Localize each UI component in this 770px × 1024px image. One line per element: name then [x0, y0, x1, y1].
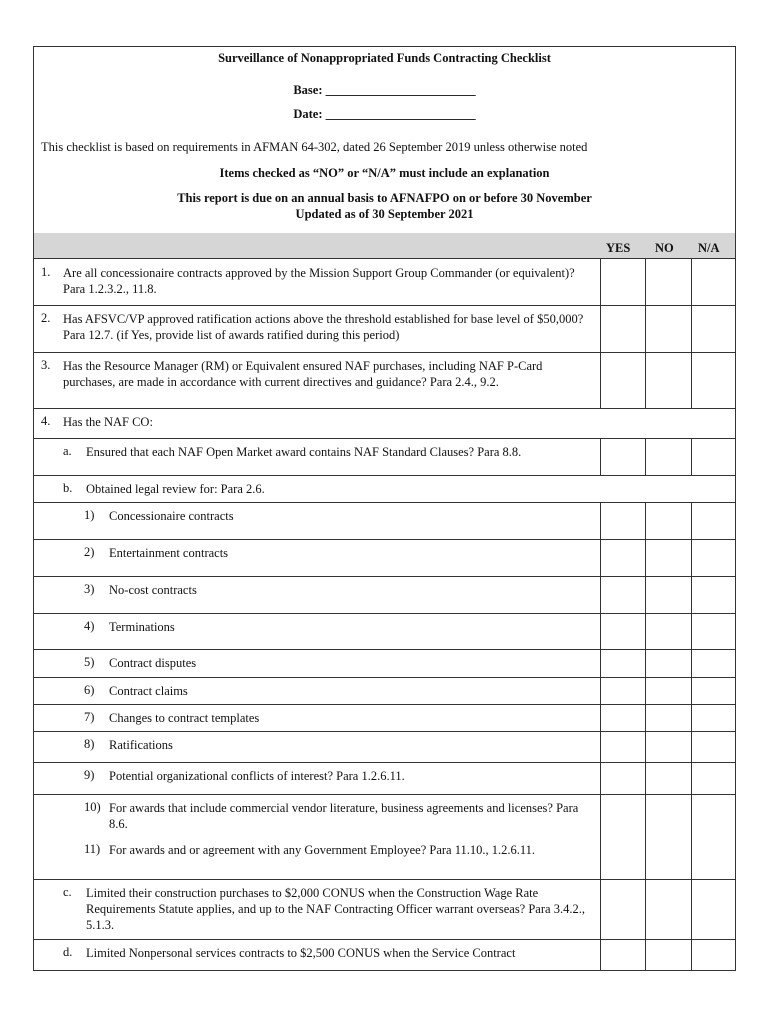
item-number: 2) — [84, 545, 95, 559]
no-checkbox-cell[interactable] — [645, 502, 692, 539]
yes-checkbox-cell[interactable] — [600, 502, 646, 539]
checklist-row — [34, 576, 735, 614]
no-checkbox-cell[interactable] — [645, 539, 692, 576]
na-checkbox-cell[interactable] — [691, 762, 736, 794]
yes-checkbox-cell[interactable] — [600, 794, 646, 836]
na-checkbox-cell[interactable] — [691, 879, 736, 939]
yes-checkbox-cell[interactable] — [600, 352, 646, 408]
checklist-row — [34, 731, 735, 763]
item-number: a. — [63, 444, 72, 458]
na-checkbox-cell[interactable] — [691, 649, 736, 677]
item-number: d. — [63, 945, 73, 959]
na-checkbox-cell[interactable] — [691, 704, 736, 731]
yes-checkbox-cell[interactable] — [600, 613, 646, 649]
item-number: c. — [63, 885, 72, 899]
no-checkbox-cell[interactable] — [645, 762, 692, 794]
item-text: For awards and or agreement with any Government Employee? Para 11.10., 1.2.6.11. — [109, 843, 536, 857]
checklist-row — [34, 939, 735, 971]
yes-checkbox-cell[interactable] — [600, 762, 646, 794]
na-column-label: N/A — [698, 241, 720, 255]
item-text: Concessionaire contracts — [109, 509, 234, 523]
item-text: Ratifications — [109, 738, 173, 752]
column-header — [34, 233, 735, 259]
checklist-row — [34, 502, 735, 540]
yes-column-label: YES — [606, 241, 631, 255]
yes-checkbox-cell[interactable] — [600, 836, 646, 879]
na-checkbox-cell[interactable] — [691, 836, 736, 879]
na-checkbox-cell[interactable] — [691, 576, 736, 613]
no-checkbox-cell[interactable] — [645, 352, 692, 408]
no-checkbox-cell[interactable] — [645, 576, 692, 613]
item-text: Obtained legal review for: Para 2.6. — [86, 482, 265, 496]
no-checkbox-cell[interactable] — [645, 794, 692, 836]
item-text: Has AFSVC/VP approved ratification actions above the threshold established for base level of $50,000? Para 12.7. (if Yes, provide list of awards ratified during this period) — [63, 312, 584, 342]
checklist-row — [34, 677, 735, 705]
yes-checkbox-cell[interactable] — [600, 438, 646, 475]
no-column-label: NO — [655, 241, 674, 255]
checklist-row — [34, 438, 735, 476]
checklist-row — [34, 408, 735, 439]
item-text: Ensured that each NAF Open Market award contains NAF Standard Clauses? Para 8.8. — [86, 445, 522, 459]
no-checkbox-cell[interactable] — [645, 649, 692, 677]
na-checkbox-cell[interactable] — [691, 502, 736, 539]
basis-note: This checklist is based on requirements in AFMAN 64-302, dated 26 September 2019 unless otherwise noted — [41, 140, 588, 154]
item-number: 7) — [84, 710, 95, 724]
no-checkbox-cell[interactable] — [645, 305, 692, 352]
checklist-page — [33, 46, 736, 971]
item-number: 11) — [84, 842, 101, 856]
item-text: For awards that include commercial vendor literature, business agreements and licenses? Para 8.6. — [109, 801, 579, 831]
item-text: Has the NAF CO: — [63, 415, 153, 429]
yes-checkbox-cell[interactable] — [600, 731, 646, 762]
checklist-row — [34, 762, 735, 795]
no-checkbox-cell[interactable] — [645, 438, 692, 475]
item-number: 2. — [41, 311, 51, 325]
checklist-row — [34, 649, 735, 678]
na-checkbox-cell[interactable] — [691, 539, 736, 576]
checklist-row — [34, 352, 735, 409]
item-text: Limited Nonpersonal services contracts to $2,500 CONUS when the Service Contract — [86, 946, 516, 960]
item-number: 8) — [84, 737, 95, 751]
na-checkbox-cell[interactable] — [691, 939, 736, 971]
yes-checkbox-cell[interactable] — [600, 939, 646, 971]
checklist-row — [34, 704, 735, 732]
item-text: Contract claims — [109, 684, 188, 698]
na-checkbox-cell[interactable] — [691, 613, 736, 649]
checklist-row — [34, 794, 735, 836]
item-number: 3. — [41, 358, 51, 372]
na-checkbox-cell[interactable] — [691, 677, 736, 704]
na-checkbox-cell[interactable] — [691, 794, 736, 836]
no-checkbox-cell[interactable] — [645, 704, 692, 731]
checklist-row — [34, 259, 735, 306]
item-text: No-cost contracts — [109, 583, 197, 597]
item-text: Potential organizational conflicts of interest? Para 1.2.6.11. — [109, 769, 405, 783]
yes-checkbox-cell[interactable] — [600, 704, 646, 731]
item-text: Entertainment contracts — [109, 546, 229, 560]
checklist-row — [34, 879, 735, 940]
yes-checkbox-cell[interactable] — [600, 677, 646, 704]
item-text: Limited their construction purchases to $2,000 CONUS when the Construction Wage Rate Requirements Statute applies, and up to the NAF Contracting Officer warrant overseas? Para 3.4.2., 5.1.3. — [86, 886, 585, 932]
no-checkbox-cell[interactable] — [645, 939, 692, 971]
item-number: 6) — [84, 683, 95, 697]
yes-checkbox-cell[interactable] — [600, 305, 646, 352]
yes-checkbox-cell[interactable] — [600, 259, 646, 305]
yes-checkbox-cell[interactable] — [600, 539, 646, 576]
item-number: 1) — [84, 508, 95, 522]
na-checkbox-cell[interactable] — [691, 352, 736, 408]
item-text: Terminations — [109, 620, 175, 634]
explanation-note: Items checked as “NO” or “N/A” must include an explanation — [219, 166, 550, 180]
checklist-row — [34, 305, 735, 353]
yes-checkbox-cell[interactable] — [600, 649, 646, 677]
no-checkbox-cell[interactable] — [645, 731, 692, 762]
item-text: Changes to contract templates — [109, 711, 260, 725]
item-text: Contract disputes — [109, 656, 197, 670]
item-number: 5) — [84, 655, 95, 669]
yes-checkbox-cell[interactable] — [600, 576, 646, 613]
checklist-header — [34, 47, 735, 234]
item-number: 9) — [84, 768, 95, 782]
date-field[interactable]: Date: ________________________ — [293, 107, 476, 121]
yes-checkbox-cell[interactable] — [600, 879, 646, 939]
checklist-row — [34, 836, 735, 880]
base-field[interactable]: Base: ________________________ — [293, 83, 476, 97]
item-text: Are all concessionaire contracts approved by the Mission Support Group Commander (or equivalent)? Para 1.2.3.2., 11.8. — [63, 266, 575, 296]
no-checkbox-cell[interactable] — [645, 259, 692, 305]
no-checkbox-cell[interactable] — [645, 677, 692, 704]
item-number: 4) — [84, 619, 95, 633]
item-number: 10) — [84, 800, 101, 814]
item-text: Has the Resource Manager (RM) or Equivalent ensured NAF purchases, including NAF P-Card purchases, are made in accordance with current directives and guidance? Para 2.4., 9.2. — [63, 359, 543, 389]
checklist-row — [34, 539, 735, 577]
checklist-row — [34, 475, 735, 503]
na-checkbox-cell[interactable] — [691, 731, 736, 762]
checklist-row — [34, 613, 735, 650]
na-checkbox-cell[interactable] — [691, 305, 736, 352]
no-checkbox-cell[interactable] — [645, 879, 692, 939]
no-checkbox-cell[interactable] — [645, 836, 692, 879]
na-checkbox-cell[interactable] — [691, 438, 736, 475]
na-checkbox-cell[interactable] — [691, 259, 736, 305]
updated-note: Updated as of 30 September 2021 — [295, 207, 474, 221]
item-number: 3) — [84, 582, 95, 596]
item-number: 4. — [41, 414, 51, 428]
due-note: This report is due on an annual basis to AFNAFPO on or before 30 November — [177, 191, 592, 205]
no-checkbox-cell[interactable] — [645, 613, 692, 649]
item-number: b. — [63, 481, 73, 495]
item-number: 1. — [41, 265, 51, 279]
checklist-title: Surveillance of Nonappropriated Funds Contracting Checklist — [218, 51, 551, 65]
